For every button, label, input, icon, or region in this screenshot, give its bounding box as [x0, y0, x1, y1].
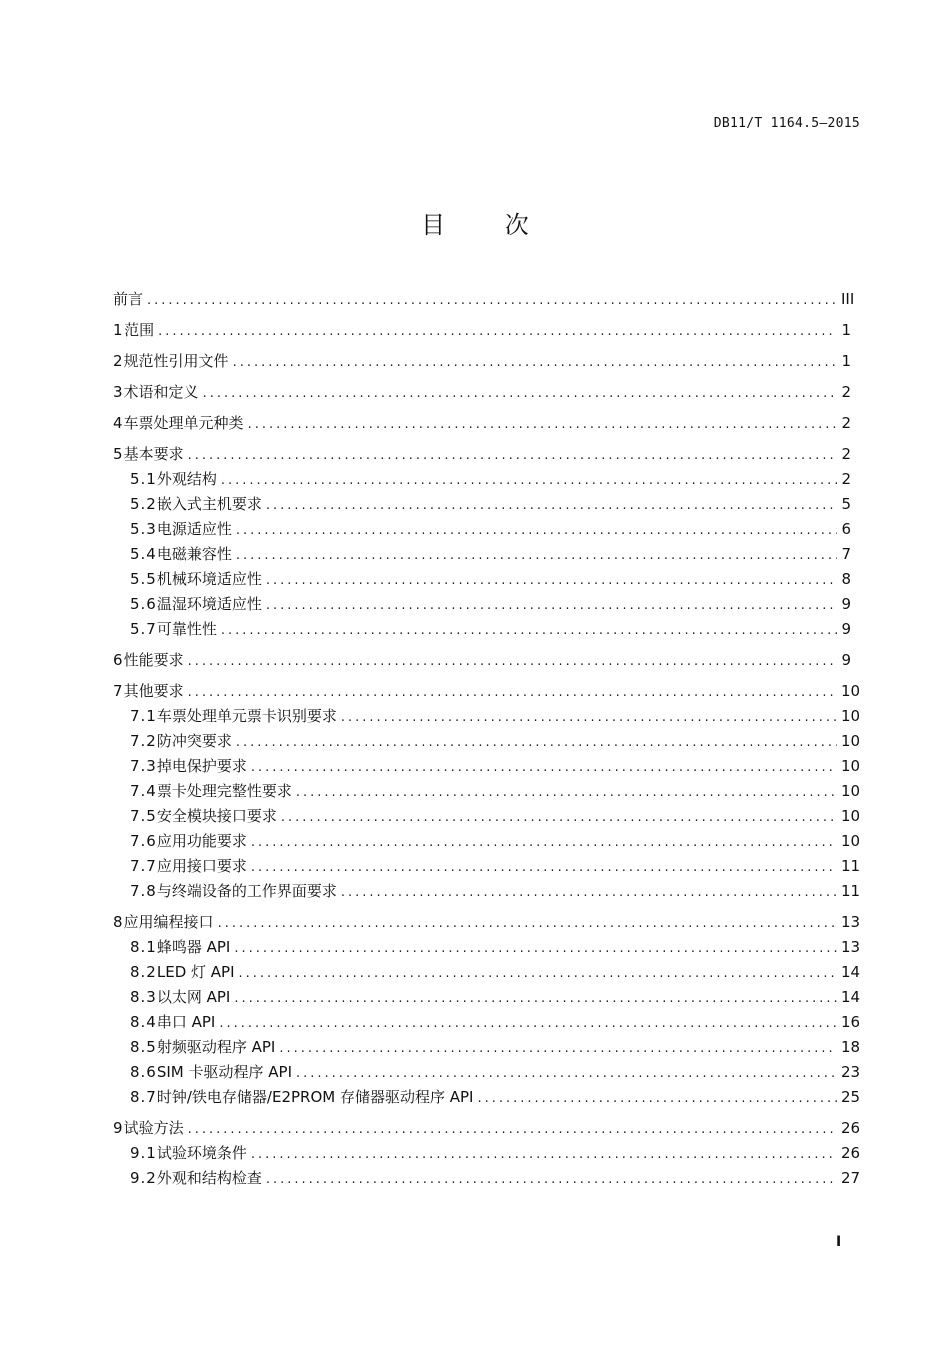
dot-leader [236, 543, 837, 568]
toc-entry[interactable] [113, 1166, 861, 1191]
toc-entry-number: 9 [113, 1119, 124, 1137]
toc-entry-page: 2 [841, 470, 851, 488]
toc-entry-page: 13 [841, 913, 861, 931]
toc-entry-number: 5 [113, 445, 124, 463]
toc-entry-label: 可靠性性 [156, 620, 217, 638]
toc-entry-label: 规范性引用文件 [123, 352, 229, 370]
dot-leader [221, 468, 837, 493]
toc-entry-label: 掉电保护要求 [156, 757, 247, 775]
toc-entry-number: 7.4 [130, 782, 157, 800]
toc-entry[interactable] [113, 754, 861, 779]
toc-entry-label: 射频驱动程序 API [156, 1038, 276, 1056]
toc-entry-label: 车票处理单元种类 [123, 414, 244, 432]
dot-leader [188, 443, 837, 468]
toc-entry-page: 10 [841, 832, 861, 850]
toc-entry[interactable] [113, 442, 851, 467]
dot-leader [477, 1086, 837, 1111]
toc-entry[interactable] [113, 779, 861, 804]
toc-entry-label: 范围 [124, 321, 155, 339]
toc-entry-page: 16 [841, 1013, 861, 1031]
toc-entry-number: 6 [113, 651, 124, 669]
toc-entry-page: 2 [841, 414, 851, 432]
toc-entry[interactable] [113, 960, 861, 985]
toc-entry[interactable] [113, 879, 861, 904]
toc-entry-number: 8.4 [130, 1013, 157, 1031]
dot-leader [188, 1117, 837, 1142]
toc-entry-label: 安全模块接口要求 [156, 807, 277, 825]
dot-leader [279, 1036, 837, 1061]
toc-entry-page: 10 [841, 807, 861, 825]
toc-entry-number: 5.2 [130, 495, 157, 513]
toc-entry-label: 其他要求 [123, 682, 184, 700]
dot-leader [188, 680, 837, 705]
toc-entry[interactable] [113, 287, 855, 312]
dot-leader [251, 830, 837, 855]
dot-leader [266, 493, 837, 518]
toc-entry-page: 13 [841, 938, 861, 956]
toc-entry-page: 25 [841, 1088, 861, 1106]
toc-entry-number: 8.3 [130, 988, 157, 1006]
toc-entry-page: III [841, 290, 855, 308]
dot-leader [239, 961, 837, 986]
toc-entry-page: 7 [841, 545, 851, 563]
toc-entry[interactable] [113, 985, 861, 1010]
toc-entry-label: 应用功能要求 [156, 832, 247, 850]
dot-leader [266, 568, 837, 593]
toc-entry-number: 7.8 [130, 882, 157, 900]
toc-entry[interactable] [113, 349, 851, 374]
toc-entry[interactable] [113, 592, 851, 617]
toc-entry-number: 8.6 [130, 1063, 157, 1081]
toc-entry[interactable] [113, 542, 851, 567]
toc-entry[interactable] [113, 1010, 861, 1035]
toc-entry[interactable] [113, 854, 861, 879]
toc-entry[interactable] [113, 492, 851, 517]
dot-leader [251, 1142, 837, 1167]
toc-entry-page: 18 [841, 1038, 861, 1056]
toc-entry-label: 车票处理单元票卡识别要求 [156, 707, 337, 725]
dot-leader [266, 593, 837, 618]
toc-entry-page: 27 [841, 1169, 861, 1187]
toc-entry-number: 5.7 [130, 620, 157, 638]
toc-entry-number: 7.5 [130, 807, 157, 825]
toc-entry[interactable] [113, 829, 861, 854]
toc-entry-number: 9.1 [130, 1144, 157, 1162]
toc-entry-number: 7 [113, 682, 124, 700]
toc-entry-page: 10 [841, 782, 861, 800]
toc-entry[interactable] [113, 1085, 861, 1110]
dot-leader [341, 880, 837, 905]
toc-entry-page: 11 [841, 882, 861, 900]
dot-leader [234, 936, 837, 961]
toc-entry[interactable] [113, 1141, 861, 1166]
toc-entry-page: 9 [841, 620, 851, 638]
toc-entry-label: 以太网 API [156, 988, 231, 1006]
toc-entry-label: 基本要求 [123, 445, 184, 463]
toc-entry-page: 26 [841, 1144, 861, 1162]
toc-entry[interactable] [113, 679, 861, 704]
toc-entry-page: 14 [841, 988, 861, 1006]
toc-entry-label: 串口 API [156, 1013, 216, 1031]
dot-leader [236, 518, 837, 543]
toc-entry-label: 前言 [113, 290, 144, 308]
dot-leader [219, 1011, 837, 1036]
dot-leader [233, 350, 837, 375]
toc-entry-label: 试验环境条件 [156, 1144, 247, 1162]
toc-entry-label: 试验方法 [123, 1119, 184, 1137]
toc-entry-label: 应用接口要求 [156, 857, 247, 875]
toc-entry-label: 电源适应性 [156, 520, 232, 538]
toc-entry[interactable] [113, 617, 851, 642]
toc-entry-label: 蜂鸣器 API [156, 938, 231, 956]
dot-leader [251, 755, 837, 780]
toc-entry-label: 时钟/铁电存储器/E2PROM 存储器驱动程序 API [156, 1088, 474, 1106]
toc-entry-page: 6 [841, 520, 851, 538]
toc-entry-label: 嵌入式主机要求 [156, 495, 262, 513]
toc-entry-page: 11 [841, 857, 861, 875]
toc-entry-number: 8.7 [130, 1088, 157, 1106]
toc-entry[interactable] [113, 1035, 861, 1060]
toc-entry-label: 应用编程接口 [123, 913, 214, 931]
toc-entry[interactable] [113, 935, 861, 960]
dot-leader [221, 618, 837, 643]
toc-entry[interactable] [113, 910, 861, 935]
toc-entry-page: 10 [841, 707, 861, 725]
toc-entry-number: 8.5 [130, 1038, 157, 1056]
dot-leader [203, 381, 837, 406]
dot-leader [251, 855, 837, 880]
toc-entry-number: 8.1 [130, 938, 157, 956]
toc-entry-number: 5.5 [130, 570, 157, 588]
dot-leader [266, 1167, 837, 1192]
toc-entry-label: 外观结构 [156, 470, 217, 488]
toc-entry-number: 3 [113, 383, 124, 401]
toc-entry-page: 9 [841, 595, 851, 613]
table-of-contents [113, 287, 861, 1191]
toc-entry[interactable] [113, 380, 851, 405]
toc-entry-number: 2 [113, 352, 124, 370]
toc-entry-page: 10 [841, 732, 861, 750]
toc-entry-page: 9 [841, 651, 851, 669]
toc-entry[interactable] [113, 411, 851, 436]
toc-entry[interactable] [113, 1116, 861, 1141]
toc-entry[interactable] [113, 567, 851, 592]
toc-entry-number: 4 [113, 414, 124, 432]
toc-entry-number: 5.6 [130, 595, 157, 613]
toc-entry[interactable] [113, 729, 861, 754]
toc-entry[interactable] [113, 1060, 861, 1085]
toc-entry-number: 5.3 [130, 520, 157, 538]
dot-leader [248, 412, 837, 437]
toc-entry-page: 8 [841, 570, 851, 588]
toc-entry-label: LED 灯 API [156, 963, 235, 981]
toc-entry-label: 票卡处理完整性要求 [156, 782, 292, 800]
toc-entry-number: 7.3 [130, 757, 157, 775]
toc-entry-page: 5 [841, 495, 851, 513]
toc-entry-number: 5.1 [130, 470, 157, 488]
toc-entry-page: 2 [841, 445, 851, 463]
toc-entry-label: 与终端设备的工作界面要求 [156, 882, 337, 900]
dot-leader [147, 288, 837, 313]
toc-entry-number: 7.6 [130, 832, 157, 850]
toc-entry[interactable] [113, 517, 851, 542]
toc-entry-number: 8 [113, 913, 124, 931]
toc-entry-page: 26 [841, 1119, 861, 1137]
dot-leader [281, 805, 837, 830]
toc-entry-number: 9.2 [130, 1169, 157, 1187]
toc-entry-label: 外观和结构检查 [156, 1169, 262, 1187]
toc-entry-number: 7.7 [130, 857, 157, 875]
dot-leader [158, 319, 837, 344]
toc-entry[interactable] [113, 804, 861, 829]
dot-leader [188, 649, 837, 674]
standard-code: DB11/T 1164.5—2015 [713, 116, 860, 131]
page-title: 目 次 [421, 211, 555, 239]
toc-entry-page: 23 [841, 1063, 861, 1081]
toc-entry-label: 性能要求 [123, 651, 184, 669]
dot-leader [218, 911, 837, 936]
dot-leader [296, 1061, 837, 1086]
toc-entry-page: 10 [841, 757, 861, 775]
toc-entry-label: SIM 卡驱动程序 API [156, 1063, 293, 1081]
toc-entry-page: 1 [841, 321, 851, 339]
toc-entry[interactable] [113, 648, 851, 673]
toc-entry-page: 2 [841, 383, 851, 401]
dot-leader [296, 780, 837, 805]
toc-entry-label: 温湿环境适应性 [156, 595, 262, 613]
toc-entry-label: 电磁兼容性 [156, 545, 232, 563]
toc-entry-number: 1 [113, 321, 124, 339]
toc-entry-number: 8.2 [130, 963, 157, 981]
toc-entry-page: 10 [841, 682, 861, 700]
toc-entry-page: 14 [841, 963, 861, 981]
page-folio: I [836, 1234, 842, 1250]
toc-entry[interactable] [113, 704, 861, 729]
dot-leader [341, 705, 837, 730]
toc-entry-label: 防冲突要求 [156, 732, 232, 750]
toc-entry-number: 7.2 [130, 732, 157, 750]
dot-leader [236, 730, 837, 755]
toc-entry-page: 1 [841, 352, 851, 370]
toc-entry[interactable] [113, 318, 851, 343]
toc-entry[interactable] [113, 467, 851, 492]
toc-entry-label: 机械环境适应性 [156, 570, 262, 588]
dot-leader [234, 986, 837, 1011]
toc-entry-number: 7.1 [130, 707, 157, 725]
toc-entry-number: 5.4 [130, 545, 157, 563]
toc-entry-label: 术语和定义 [123, 383, 199, 401]
